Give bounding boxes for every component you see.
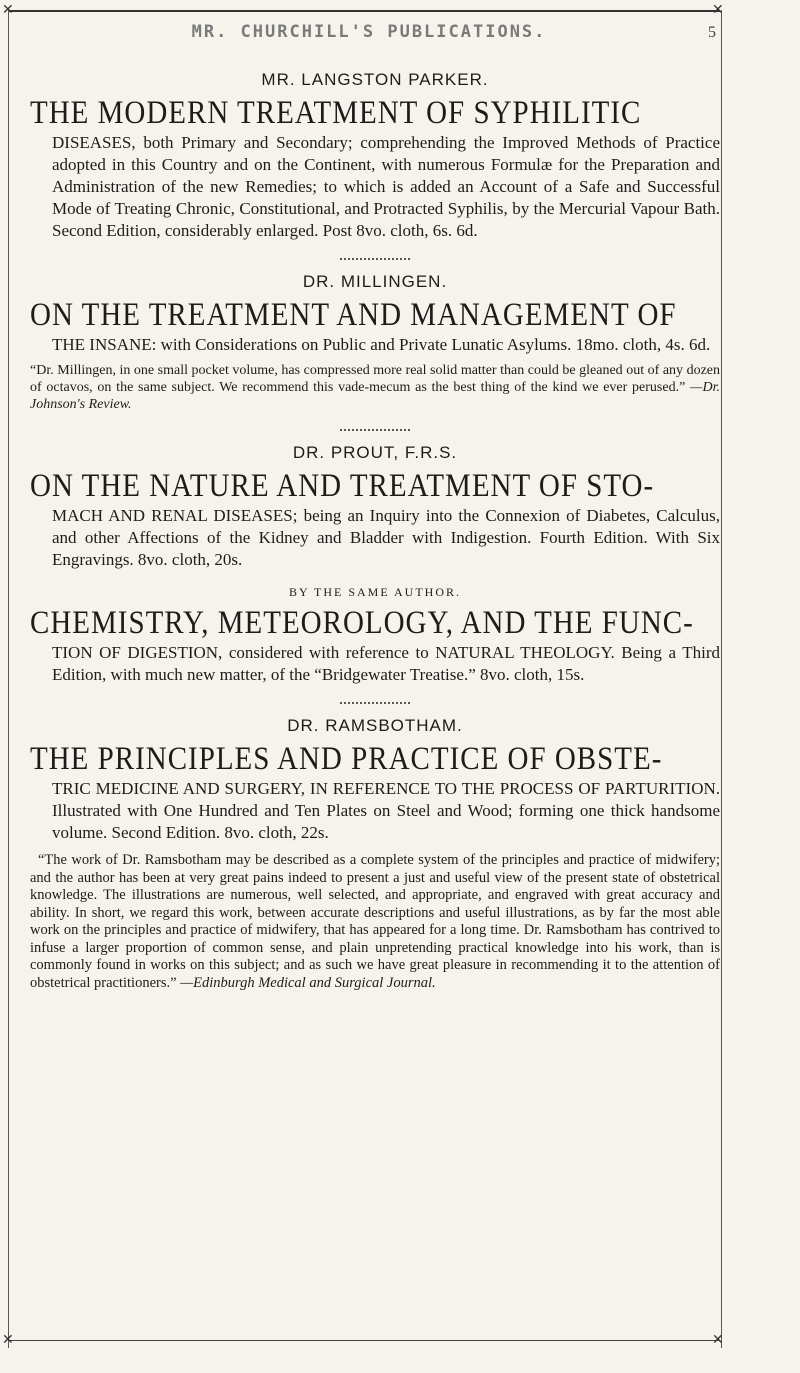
review-text: “The work of Dr. Ramsbotham may be described as a complete system of the principles and practice of midwifery; and the author has been at very great pains indeed to present a just and useful view of the present state of obstetrical knowledge. The illustrations are numerous, well selected, and appropriate, and engraved with great accuracy and ability. In short, we regard this work, between accurate descriptions and useful illustrations, as by far the most able work on the principles and practice of midwifery, that has appeared for a long time. Dr. Ramsbotham has contrived to infuse a larger proportion of common sense, and plain unpretending practical knowledge into his work, than is commonly found in works on this subject; and as such we have great pleasure in recommending it to the attention of obstetrical practitioners.” [30, 852, 720, 991]
author-heading: DR. RAMSBOTHAM. [287, 716, 463, 735]
bottom-border [8, 1340, 720, 1341]
book-description: THE INSANE: with Considerations on Public and Private Lunatic Asylums. 18mo. cloth, 4s. 6d. [52, 335, 711, 354]
running-head [30, 22, 720, 58]
review-text: “Dr. Millingen, in one small pocket volume, has compressed more real solid matter than could be gleaned out of any dozen of octavos, on the same subject. We recommend this vade-mecum as the best thing of the kind we ever perused.” [30, 363, 720, 395]
review-quote [30, 362, 720, 413]
corner-mark-icon: ✕ [712, 1332, 724, 1348]
section-divider [340, 702, 410, 704]
book-description: DISEASES, both Primary and Secondary; comprehending the Improved Methods of Practice adopted in this Country and on the Continent, with numerous Formulæ for the Preparation and Administration of the new Remedies; to which is added an Account of a Safe and Successful Mode of Treating Chronic, Constitutional, and Protracted Syphilis, by the Mercurial Vapour Bath. Second Edition, considerably enlarged. Post 8vo. cloth, 6s. 6d. [52, 133, 720, 240]
book-description: TRIC MEDICINE AND SURGERY, IN REFERENCE TO THE PROCESS OF PARTURITION. Illustrated with One Hundred and Ten Plates on Steel and Wood; forming one thick handsome volume. Second Edition. 8vo. cloth, 22s. [52, 779, 720, 842]
review-quote [30, 852, 720, 992]
corner-mark-icon: ✕ [712, 2, 724, 18]
book-title: THE PRINCIPLES AND PRACTICE OF OBSTE- [30, 740, 663, 777]
book-title: THE MODERN TREATMENT OF SYPHILITIC [30, 94, 642, 131]
book-title: ON THE TREATMENT AND MANAGEMENT OF [30, 296, 677, 333]
section-divider [340, 429, 410, 431]
author-heading: MR. LANGSTON PARKER. [261, 70, 489, 89]
review-source: —Edinburgh Medical and Surgical Journal. [180, 974, 436, 991]
section-divider [340, 258, 410, 260]
running-title: MR. CHURCHILL'S PUBLICATIONS. [191, 22, 547, 42]
by-same-author: BY THE SAME AUTHOR. [288, 585, 461, 599]
book-title: ON THE NATURE AND TREATMENT OF STO- [30, 467, 655, 504]
entry-parker [30, 70, 720, 242]
book-description: MACH AND RENAL DISEASES; being an Inquiry into the Connexion of Diabetes, Calculus, and other Affections of the Kidney and Bladder with Indigestion. Fourth Edition. With Six Engravings. 8vo. cloth, 20s. [52, 506, 720, 569]
corner-mark-icon: ✕ [2, 2, 14, 18]
entry-ramsbotham [30, 716, 720, 992]
book-description: TION OF DIGESTION, considered with reference to NATURAL THEOLOGY. Being a Third Edition, with much new matter, of the “Bridgewater Treatise.” 8vo. cloth, 15s. [52, 643, 720, 684]
author-heading: DR. PROUT, F.R.S. [292, 443, 458, 462]
book-title: CHEMISTRY, METEOROLOGY, AND THE FUNC- [30, 604, 694, 641]
review-source: —Dr. Johnson's Review. [30, 380, 720, 412]
corner-mark-icon: ✕ [2, 1332, 14, 1348]
page [30, 22, 720, 992]
entry-millingen [30, 272, 720, 413]
page-number: 5 [708, 24, 716, 41]
entry-prout [30, 443, 720, 686]
author-heading: DR. MILLINGEN. [302, 272, 448, 291]
